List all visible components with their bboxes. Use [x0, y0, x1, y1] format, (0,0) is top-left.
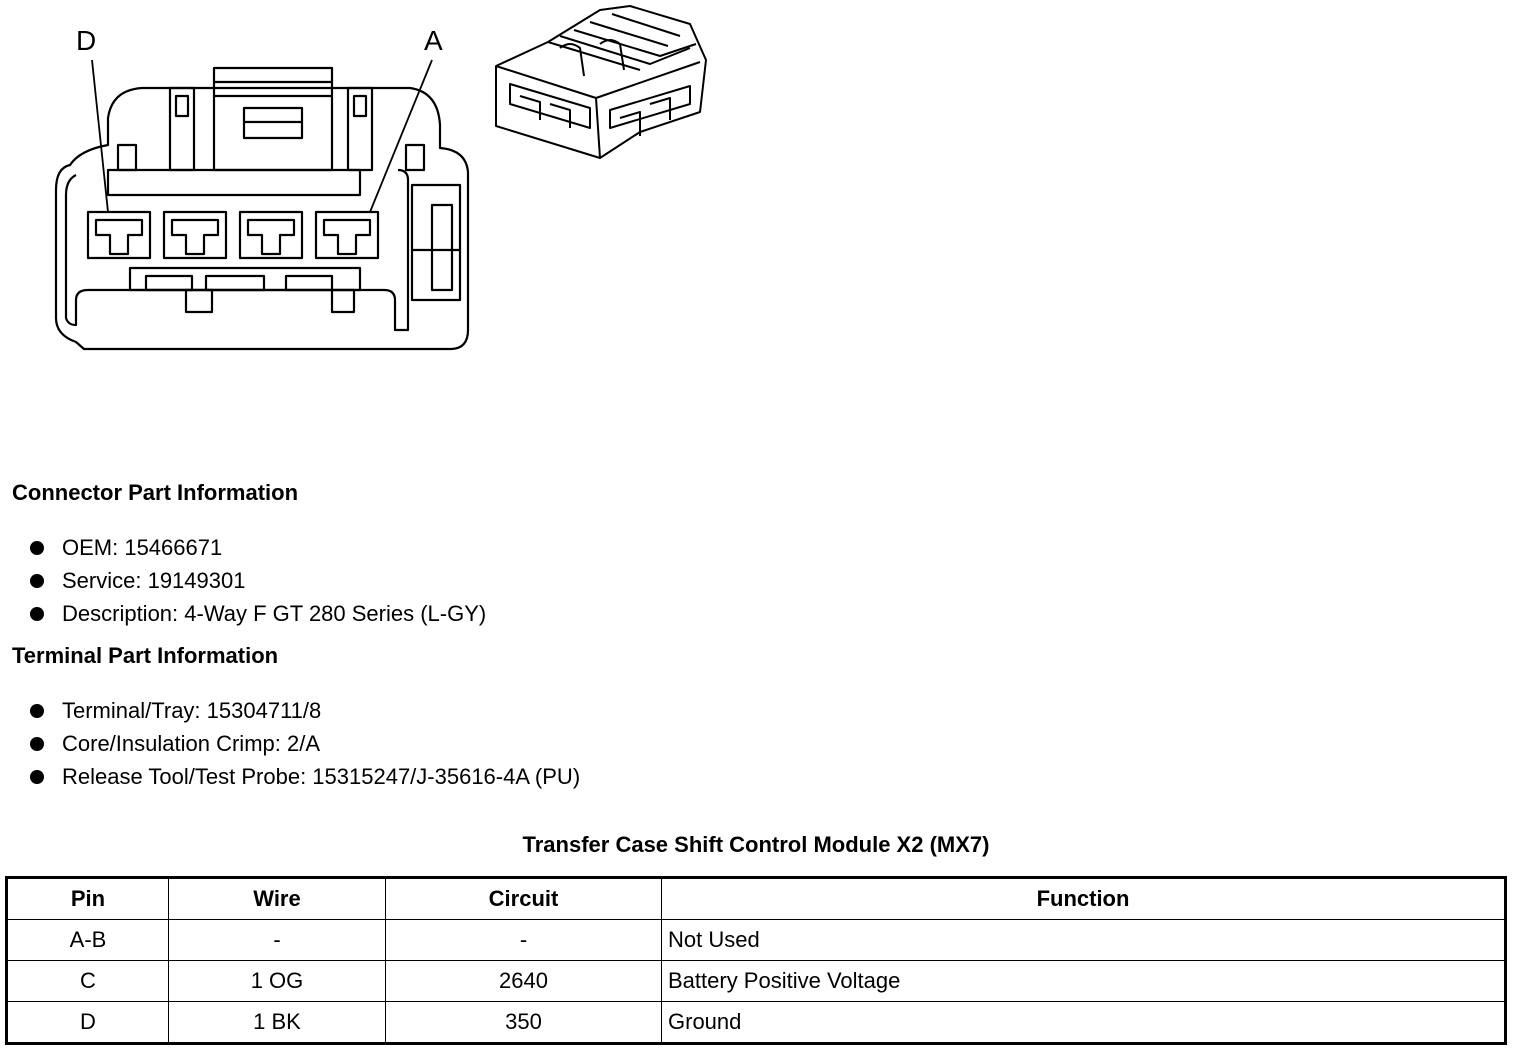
connector-latch: [214, 68, 332, 170]
pin-label-a: A: [424, 25, 443, 56]
terminal-cavity-b: [240, 212, 302, 258]
pin-label-d: D: [76, 25, 97, 56]
pin-table-title: Transfer Case Shift Control Module X2 (MX7): [522, 832, 990, 857]
terminal-cavity-d: [88, 212, 150, 258]
cell-wire: 1 BK: [169, 1002, 386, 1044]
pin-table: [5, 876, 1507, 1045]
cell-wire: -: [169, 920, 386, 961]
connector-housing: [56, 88, 468, 349]
list-item: Terminal/Tray: 15304711/8: [28, 694, 580, 727]
bullet-icon: [30, 607, 44, 621]
table-row: [7, 1002, 1506, 1044]
terminal-part-info-list: [28, 694, 580, 793]
bullet-icon: [30, 704, 44, 718]
bullet-icon: [30, 541, 44, 555]
cell-pin: A-B: [7, 920, 169, 961]
cell-function: Ground: [662, 1002, 1506, 1044]
list-item: Description: 4-Way F GT 280 Series (L-GY): [28, 597, 486, 630]
cell-circuit: -: [386, 920, 662, 961]
cell-circuit: 350: [386, 1002, 662, 1044]
leader-line-d: [92, 60, 108, 212]
list-item: OEM: 15466671: [28, 531, 486, 564]
cell-pin: C: [7, 961, 169, 1002]
table-row: [7, 961, 1506, 1002]
list-item: Service: 19149301: [28, 564, 486, 597]
connector-isometric-view: [490, 0, 720, 165]
leader-line-a: [370, 60, 432, 212]
bullet-icon: [30, 770, 44, 784]
cell-pin: D: [7, 1002, 169, 1044]
terminal-part-info-heading: Terminal Part Information: [12, 643, 279, 668]
column-header-circuit: Circuit: [386, 878, 662, 920]
bullet-icon: [30, 737, 44, 751]
table-header-row: [7, 878, 1506, 920]
connector-part-info-heading: Connector Part Information: [12, 480, 299, 505]
list-item: Release Tool/Test Probe: 15315247/J-35616-4A (PU): [28, 760, 580, 793]
list-item: Core/Insulation Crimp: 2/A: [28, 727, 580, 760]
column-header-function: Function: [662, 878, 1506, 920]
terminal-cavity-c: [164, 212, 226, 258]
cell-circuit: 2640: [386, 961, 662, 1002]
cell-function: Battery Positive Voltage: [662, 961, 1506, 1002]
cell-function: Not Used: [662, 920, 1506, 961]
cell-wire: 1 OG: [169, 961, 386, 1002]
column-header-pin: Pin: [7, 878, 169, 920]
column-header-wire: Wire: [169, 878, 386, 920]
bullet-icon: [30, 574, 44, 588]
table-row: [7, 920, 1506, 961]
connector-part-info-list: [28, 531, 486, 630]
terminal-cavity-a: [316, 212, 378, 258]
connector-face-diagram: [40, 15, 480, 360]
